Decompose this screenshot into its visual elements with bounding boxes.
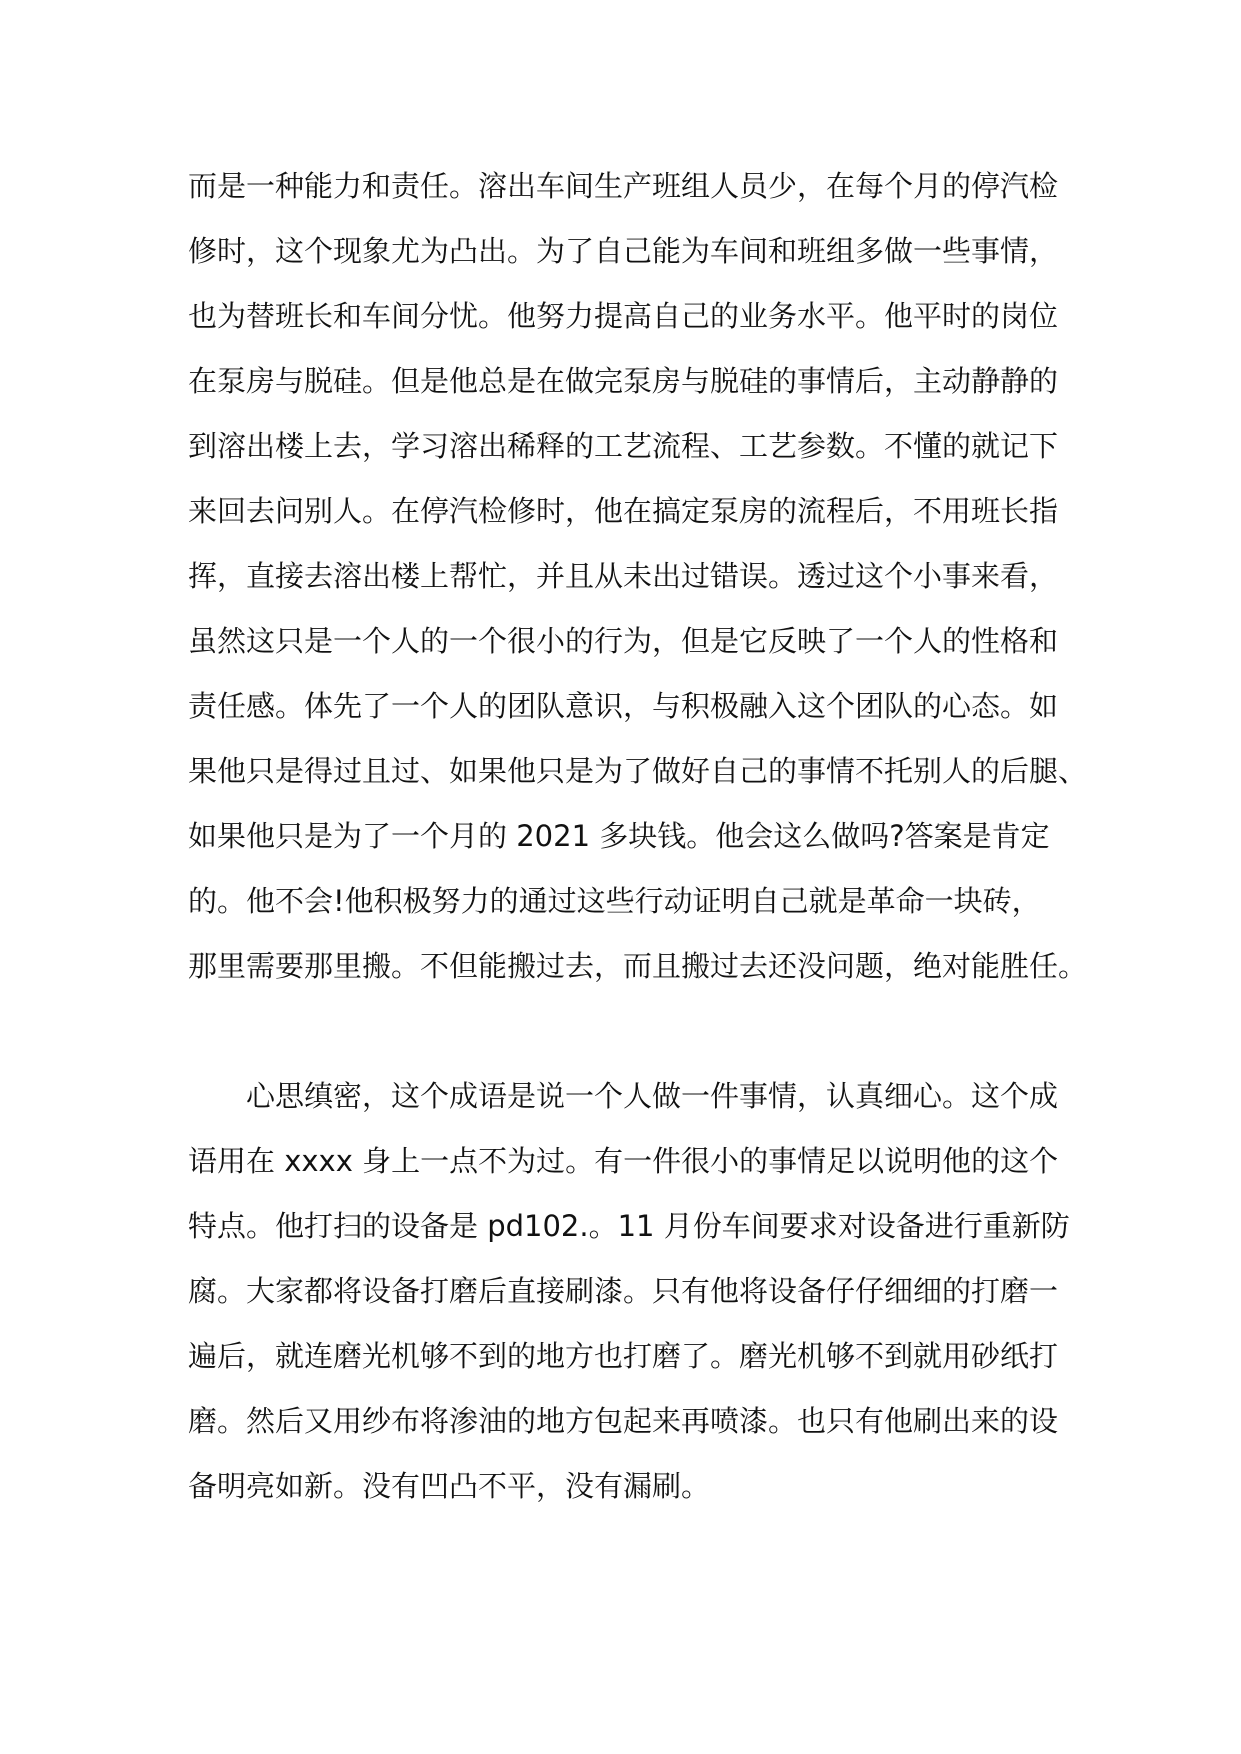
paragraph-1	[188, 154, 1088, 999]
text-line: 果他只是得过且过、如果他只是为了做好自己的事情不托别人的后腿、	[188, 754, 1088, 788]
text-line: 的。他不会!他积极努力的通过这些行动证明自己就是革命一块砖，	[188, 884, 1041, 918]
text-line: 在泵房与脱硅。但是他总是在做完泵房与脱硅的事情后，主动静静的	[188, 364, 1059, 398]
text-line: 而是一种能力和责任。溶出车间生产班组人员少，在每个月的停汽检	[188, 169, 1059, 203]
text-line: 遍后，就连磨光机够不到的地方也打磨了。磨光机够不到就用砂纸打	[188, 1339, 1059, 1373]
text-line: 特点。他打扫的设备是 pd102.。11 月份车间要求对设备进行重新防	[188, 1209, 1070, 1243]
text-line: 如果他只是为了一个月的 2021 多块钱。他会这么做吗?答案是肯定	[188, 819, 1050, 853]
text-line: 语用在 xxxx 身上一点不为过。有一件很小的事情足以说明他的这个	[188, 1144, 1059, 1178]
text-line: 那里需要那里搬。不但能搬过去，而且搬过去还没问题，绝对能胜任。	[188, 949, 1088, 983]
text-line: 责任感。体先了一个人的团队意识，与积极融入这个团队的心态。如	[188, 689, 1059, 723]
text-line: 也为替班长和车间分忧。他努力提高自己的业务水平。他平时的岗位	[188, 299, 1059, 333]
text-line: 来回去问别人。在停汽检修时，他在搞定泵房的流程后，不用班长指	[188, 494, 1059, 528]
text-line: 到溶出楼上去，学习溶出稀释的工艺流程、工艺参数。不懂的就记下	[188, 429, 1059, 463]
text-line: 虽然这只是一个人的一个很小的行为，但是它反映了一个人的性格和	[188, 624, 1059, 658]
text-line: 心思缜密，这个成语是说一个人做一件事情，认真细心。这个成	[246, 1079, 1059, 1113]
text-line: 腐。大家都将设备打磨后直接刷漆。只有他将设备仔仔细细的打磨一	[188, 1274, 1059, 1308]
text-line: 磨。然后又用纱布将渗油的地方包起来再喷漆。也只有他刷出来的设	[188, 1404, 1059, 1438]
paragraph-2	[188, 1064, 1088, 1519]
text-line: 修时，这个现象尤为凸出。为了自己能为车间和班组多做一些事情，	[188, 234, 1059, 268]
text-line: 挥，直接去溶出楼上帮忙，并且从未出过错误。透过这个小事来看，	[188, 559, 1059, 593]
text-line: 备明亮如新。没有凹凸不平，没有漏刷。	[188, 1469, 711, 1503]
